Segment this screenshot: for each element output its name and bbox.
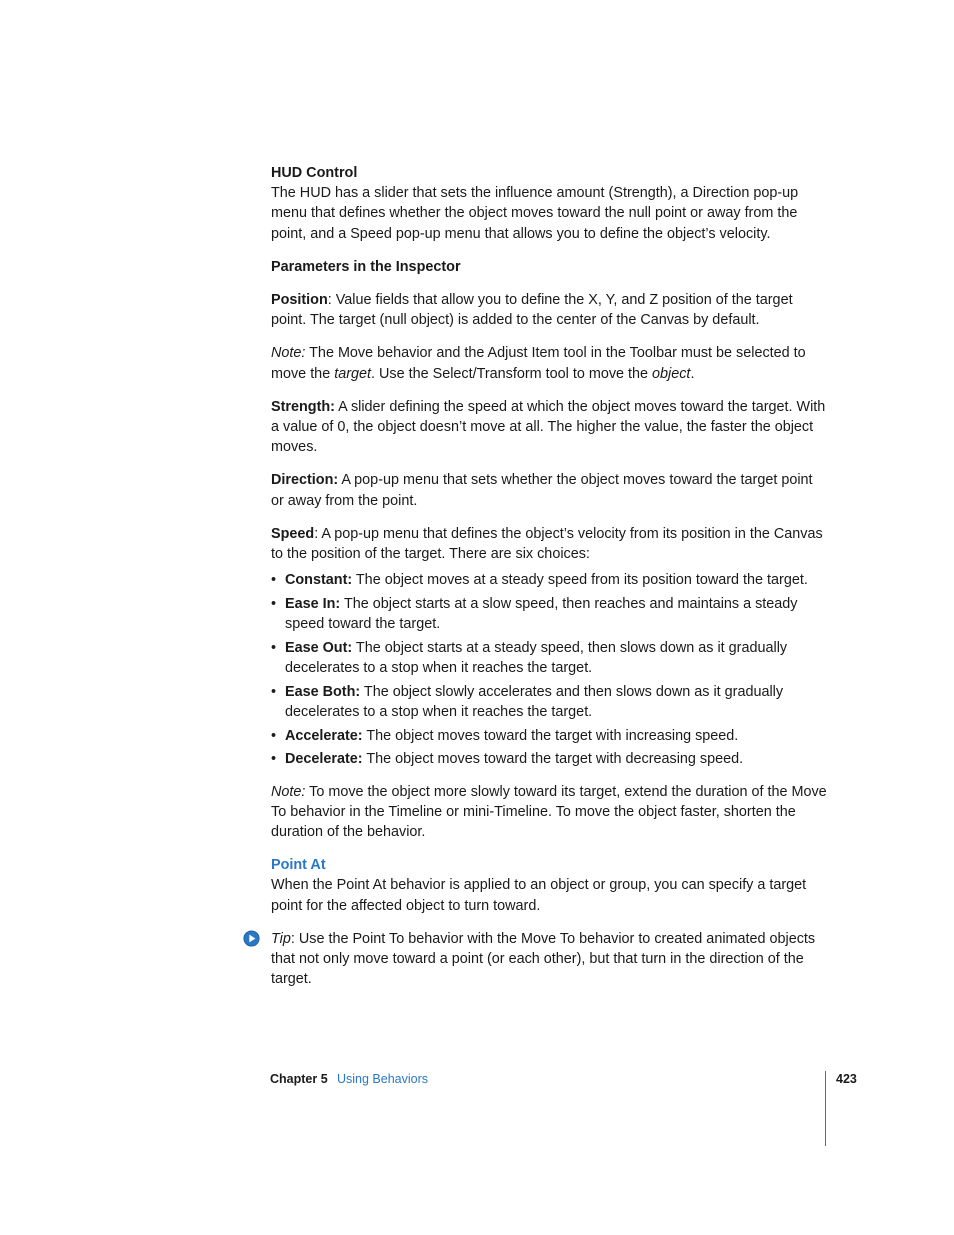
tip-text: : Use the Point To behavior with the Move To behavior to created animated objects that not only move toward a point (or each other), but that turn in the direction of the target.: [271, 930, 816, 988]
direction-label: Direction:: [271, 472, 339, 489]
page-body: [271, 163, 827, 989]
tip-arrow-icon: [243, 930, 260, 947]
hud-control-text: The HUD has a slider that sets the influence amount (Strength), a Direction pop-up menu that defines whether the object moves toward the null point or away from the point, and a Speed pop-up menu that allows you to define the object’s velocity.: [271, 185, 799, 242]
note-duration: [271, 782, 827, 843]
choice-label: Accelerate:: [285, 727, 363, 744]
strength-param: [271, 397, 827, 458]
note-move-behavior: [271, 343, 827, 383]
note-label: Note:: [271, 345, 306, 362]
speed-param: [271, 524, 827, 564]
note-label: Note:: [271, 783, 306, 800]
footer-chapter-title[interactable]: Using Behaviors: [337, 1072, 429, 1086]
choice-text: The object moves toward the target with increasing speed.: [362, 727, 739, 744]
choice-text: The object slowly accelerates and then slows down as it gradually decelerates to a stop when it reaches the target.: [285, 683, 784, 720]
list-item: [271, 726, 827, 746]
choice-label: Constant:: [285, 572, 353, 589]
strength-label: Strength:: [271, 398, 335, 415]
position-param: [271, 290, 827, 330]
note-object-word: object: [652, 365, 691, 382]
choice-text: The object starts at a slow speed, then reaches and maintains a steady speed toward the target.: [285, 595, 798, 633]
direction-param: [271, 470, 827, 510]
tip-label: Tip: [271, 930, 291, 947]
list-item: [271, 570, 827, 590]
choice-label: Decelerate:: [285, 751, 363, 768]
choice-text: The object starts at a steady speed, then slows down as it gradually decelerates to a stop when it reaches the target.: [285, 639, 788, 677]
list-item: [271, 638, 827, 678]
speed-choices-list: [271, 570, 827, 769]
tip-block: [271, 929, 827, 990]
note-text-c: .: [690, 365, 695, 382]
direction-text: A pop-up menu that sets whether the object moves toward the target point or away from the point.: [271, 472, 813, 509]
list-item: [271, 682, 827, 722]
note-duration-text: To move the object more slowly toward its target, extend the duration of the Move To behavior in the Timeline or mini-Timeline. To move the object faster, shorten the duration of the behavior.: [271, 783, 827, 840]
note-target-word: target: [334, 365, 372, 382]
list-item: [271, 749, 827, 769]
point-at-text: When the Point At behavior is applied to an object or group, you can specify a target point for the affected object to turn toward.: [271, 877, 807, 914]
choice-label: Ease Out:: [285, 639, 353, 656]
list-item: [271, 594, 827, 634]
speed-label: Speed: [271, 525, 315, 542]
parameters-heading: Parameters in the Inspector: [271, 258, 461, 275]
choice-text: The object moves at a steady speed from its position toward the target.: [352, 572, 808, 589]
note-text-b: . Use the Select/Transform tool to move the: [371, 365, 653, 382]
footer-chapter: Chapter 5: [270, 1072, 328, 1086]
footer-divider: [825, 1071, 826, 1146]
speed-text: : A pop-up menu that defines the object’s velocity from its position in the Canvas to the position of the target. There are six choices:: [271, 525, 823, 563]
choice-label: Ease In:: [285, 595, 341, 612]
position-text: : Value fields that allow you to define the X, Y, and Z position of the target point. The target (null object) is added to the center of the Canvas by default.: [271, 292, 793, 329]
position-label: Position: [271, 292, 328, 309]
point-at-heading: Point At: [271, 857, 326, 874]
page-number: 423: [836, 1072, 857, 1086]
note-text-a: The Move behavior and the Adjust Item tool in the Toolbar must be selected to move the: [271, 345, 806, 382]
choice-text: The object moves toward the target with decreasing speed.: [362, 751, 744, 768]
choice-label: Ease Both:: [285, 683, 361, 700]
hud-control-heading: HUD Control: [271, 165, 358, 181]
tip-paragraph: [271, 929, 827, 990]
strength-text: A slider defining the speed at which the object moves toward the target. With a value of 0, the object doesn’t move at all. The higher the value, the faster the object moves.: [271, 398, 826, 456]
